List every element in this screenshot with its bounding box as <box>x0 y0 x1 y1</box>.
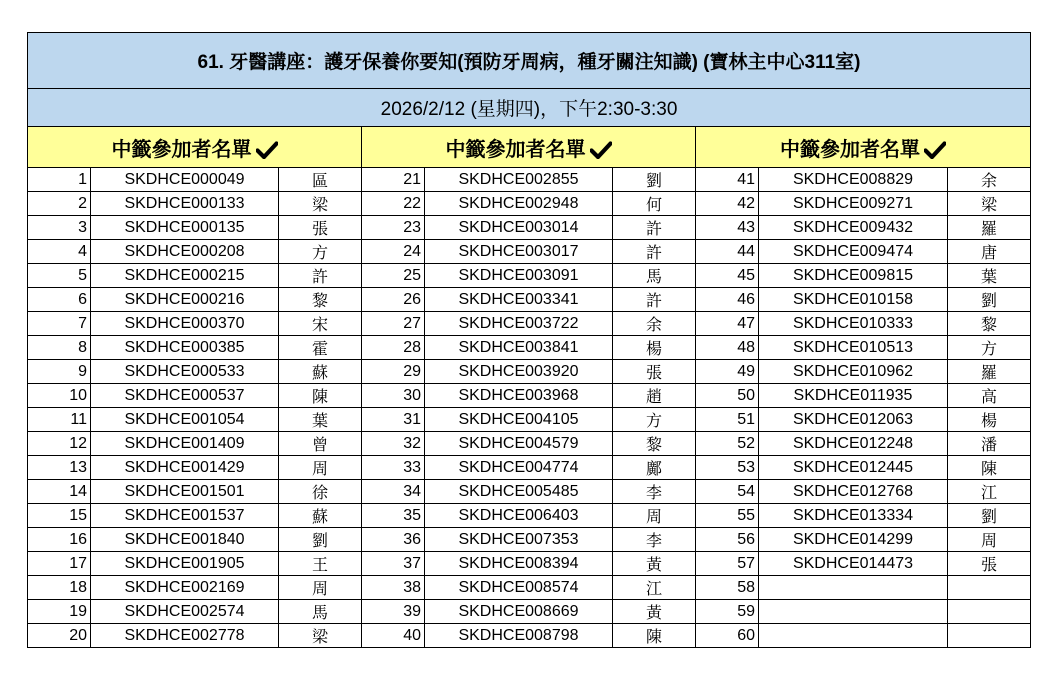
member-code: SKDHCE000135 <box>91 216 279 240</box>
surname: 蘇 <box>279 504 362 528</box>
member-code: SKDHCE006403 <box>425 504 613 528</box>
entry-number: 49 <box>696 360 759 384</box>
member-code: SKDHCE000049 <box>91 168 279 192</box>
member-code: SKDHCE001501 <box>91 480 279 504</box>
entry-number: 10 <box>28 384 91 408</box>
entry-number: 40 <box>362 624 425 648</box>
member-code: SKDHCE009271 <box>759 192 948 216</box>
surname: 劉 <box>948 288 1031 312</box>
entry-number: 5 <box>28 264 91 288</box>
check-mark-icon <box>924 141 946 159</box>
column-header-label: 中籤參加者名單 <box>111 138 252 161</box>
surname: 黃 <box>613 600 696 624</box>
table-row <box>28 480 1031 504</box>
entry-number: 36 <box>362 528 425 552</box>
entry-number: 48 <box>696 336 759 360</box>
surname: 余 <box>948 168 1031 192</box>
surname: 黎 <box>948 312 1031 336</box>
surname: 許 <box>613 216 696 240</box>
surname: 楊 <box>613 336 696 360</box>
entry-number: 6 <box>28 288 91 312</box>
entry-number: 53 <box>696 456 759 480</box>
table-row <box>28 192 1031 216</box>
table-row <box>28 216 1031 240</box>
surname: 許 <box>613 288 696 312</box>
member-code: SKDHCE003341 <box>425 288 613 312</box>
entry-number: 23 <box>362 216 425 240</box>
surname: 梁 <box>279 624 362 648</box>
surname: 黎 <box>613 432 696 456</box>
member-code: SKDHCE003017 <box>425 240 613 264</box>
surname: 唐 <box>948 240 1031 264</box>
entry-number: 39 <box>362 600 425 624</box>
member-code: SKDHCE010513 <box>759 336 948 360</box>
entry-number: 15 <box>28 504 91 528</box>
surname: 陳 <box>613 624 696 648</box>
member-code: SKDHCE000208 <box>91 240 279 264</box>
member-code: SKDHCE001409 <box>91 432 279 456</box>
entry-number: 51 <box>696 408 759 432</box>
member-code: SKDHCE014299 <box>759 528 948 552</box>
surname: 葉 <box>279 408 362 432</box>
surname: 許 <box>613 240 696 264</box>
surname: 周 <box>279 576 362 600</box>
column-header-label: 中籤參加者名單 <box>445 138 586 161</box>
surname: 葉 <box>948 264 1031 288</box>
column-header-1 <box>28 127 362 168</box>
check-mark-icon <box>256 141 278 159</box>
surname: 何 <box>613 192 696 216</box>
table-row <box>28 528 1031 552</box>
member-code <box>759 624 948 648</box>
entry-number: 33 <box>362 456 425 480</box>
check-mark-icon <box>590 141 612 159</box>
surname: 宋 <box>279 312 362 336</box>
surname: 周 <box>279 456 362 480</box>
entry-number: 3 <box>28 216 91 240</box>
entry-number: 22 <box>362 192 425 216</box>
member-code: SKDHCE011935 <box>759 384 948 408</box>
entry-number: 45 <box>696 264 759 288</box>
surname: 劉 <box>613 168 696 192</box>
surname: 馬 <box>279 600 362 624</box>
member-code: SKDHCE001429 <box>91 456 279 480</box>
column-header-2 <box>362 127 696 168</box>
entry-number: 60 <box>696 624 759 648</box>
entry-number: 58 <box>696 576 759 600</box>
surname: 鄺 <box>613 456 696 480</box>
surname: 楊 <box>948 408 1031 432</box>
entry-number: 28 <box>362 336 425 360</box>
table-row <box>28 552 1031 576</box>
member-code: SKDHCE003014 <box>425 216 613 240</box>
table-row <box>28 312 1031 336</box>
member-code: SKDHCE008669 <box>425 600 613 624</box>
surname: 陳 <box>279 384 362 408</box>
table-row <box>28 456 1031 480</box>
member-code: SKDHCE008798 <box>425 624 613 648</box>
entry-number: 56 <box>696 528 759 552</box>
surname: 王 <box>279 552 362 576</box>
table-row <box>28 360 1031 384</box>
entry-number: 14 <box>28 480 91 504</box>
member-code: SKDHCE003841 <box>425 336 613 360</box>
entry-number: 9 <box>28 360 91 384</box>
member-code: SKDHCE000216 <box>91 288 279 312</box>
entry-number: 20 <box>28 624 91 648</box>
surname: 黎 <box>279 288 362 312</box>
surname: 劉 <box>948 504 1031 528</box>
surname: 陳 <box>948 456 1031 480</box>
member-code: SKDHCE010333 <box>759 312 948 336</box>
surname: 張 <box>613 360 696 384</box>
member-code: SKDHCE009432 <box>759 216 948 240</box>
entry-number: 54 <box>696 480 759 504</box>
surname: 李 <box>613 480 696 504</box>
member-code: SKDHCE008829 <box>759 168 948 192</box>
member-code: SKDHCE002574 <box>91 600 279 624</box>
entry-number: 31 <box>362 408 425 432</box>
member-code: SKDHCE004579 <box>425 432 613 456</box>
member-code: SKDHCE012768 <box>759 480 948 504</box>
member-code: SKDHCE002948 <box>425 192 613 216</box>
surname: 周 <box>613 504 696 528</box>
surname: 梁 <box>279 192 362 216</box>
member-code: SKDHCE000537 <box>91 384 279 408</box>
entry-number: 50 <box>696 384 759 408</box>
member-code: SKDHCE009815 <box>759 264 948 288</box>
member-code: SKDHCE012445 <box>759 456 948 480</box>
member-code: SKDHCE000215 <box>91 264 279 288</box>
table-row <box>28 504 1031 528</box>
member-code: SKDHCE007353 <box>425 528 613 552</box>
table-row <box>28 432 1031 456</box>
surname: 徐 <box>279 480 362 504</box>
entry-number: 27 <box>362 312 425 336</box>
entry-number: 2 <box>28 192 91 216</box>
surname: 張 <box>948 552 1031 576</box>
surname: 許 <box>279 264 362 288</box>
surname: 李 <box>613 528 696 552</box>
entry-number: 32 <box>362 432 425 456</box>
member-code: SKDHCE009474 <box>759 240 948 264</box>
member-code: SKDHCE000370 <box>91 312 279 336</box>
surname: 高 <box>948 384 1031 408</box>
entry-number: 25 <box>362 264 425 288</box>
member-code: SKDHCE003722 <box>425 312 613 336</box>
entry-number: 59 <box>696 600 759 624</box>
entry-number: 12 <box>28 432 91 456</box>
table-row <box>28 600 1031 624</box>
surname: 張 <box>279 216 362 240</box>
surname: 黃 <box>613 552 696 576</box>
entry-number: 19 <box>28 600 91 624</box>
surname <box>948 624 1031 648</box>
entry-number: 8 <box>28 336 91 360</box>
surname: 周 <box>948 528 1031 552</box>
participant-list-table <box>27 32 1031 648</box>
member-code: SKDHCE004105 <box>425 408 613 432</box>
surname: 羅 <box>948 216 1031 240</box>
surname: 方 <box>948 336 1031 360</box>
entry-number: 16 <box>28 528 91 552</box>
member-code: SKDHCE010962 <box>759 360 948 384</box>
surname: 羅 <box>948 360 1031 384</box>
member-code: SKDHCE001537 <box>91 504 279 528</box>
entry-number: 42 <box>696 192 759 216</box>
entry-number: 44 <box>696 240 759 264</box>
entry-number: 1 <box>28 168 91 192</box>
table-row <box>28 264 1031 288</box>
surname: 梁 <box>948 192 1031 216</box>
table-row <box>28 408 1031 432</box>
member-code <box>759 576 948 600</box>
entry-number: 47 <box>696 312 759 336</box>
member-code: SKDHCE000133 <box>91 192 279 216</box>
entry-number: 52 <box>696 432 759 456</box>
entry-number: 4 <box>28 240 91 264</box>
member-code: SKDHCE000385 <box>91 336 279 360</box>
table-row <box>28 576 1031 600</box>
surname: 方 <box>279 240 362 264</box>
surname: 馬 <box>613 264 696 288</box>
entry-number: 26 <box>362 288 425 312</box>
entry-number: 34 <box>362 480 425 504</box>
table-row <box>28 288 1031 312</box>
entry-number: 7 <box>28 312 91 336</box>
surname: 方 <box>613 408 696 432</box>
member-code: SKDHCE001905 <box>91 552 279 576</box>
surname: 霍 <box>279 336 362 360</box>
member-code: SKDHCE008394 <box>425 552 613 576</box>
surname: 蘇 <box>279 360 362 384</box>
member-code: SKDHCE012063 <box>759 408 948 432</box>
table-row <box>28 384 1031 408</box>
entry-number: 43 <box>696 216 759 240</box>
entry-number: 17 <box>28 552 91 576</box>
surname: 曾 <box>279 432 362 456</box>
surname <box>948 600 1031 624</box>
table-row <box>28 240 1031 264</box>
entry-number: 18 <box>28 576 91 600</box>
member-code: SKDHCE013334 <box>759 504 948 528</box>
column-header-3 <box>696 127 1031 168</box>
member-code: SKDHCE010158 <box>759 288 948 312</box>
member-code: SKDHCE000533 <box>91 360 279 384</box>
surname: 余 <box>613 312 696 336</box>
member-code: SKDHCE001054 <box>91 408 279 432</box>
column-header-label: 中籤參加者名單 <box>780 138 921 161</box>
member-code: SKDHCE005485 <box>425 480 613 504</box>
surname: 趙 <box>613 384 696 408</box>
entry-number: 35 <box>362 504 425 528</box>
member-code: SKDHCE002778 <box>91 624 279 648</box>
event-date-time: 2026/2/12 (星期四)，下午2:30-3:30 <box>28 89 1031 127</box>
entry-number: 13 <box>28 456 91 480</box>
entry-number: 30 <box>362 384 425 408</box>
member-code: SKDHCE003091 <box>425 264 613 288</box>
entry-number: 24 <box>362 240 425 264</box>
event-title: 61. 牙醫講座：護牙保養你要知(預防牙周病，種牙關注知識) (寶林主中心311室) <box>28 33 1031 89</box>
entry-number: 55 <box>696 504 759 528</box>
member-code: SKDHCE012248 <box>759 432 948 456</box>
entry-number: 37 <box>362 552 425 576</box>
table-row <box>28 168 1031 192</box>
member-code: SKDHCE008574 <box>425 576 613 600</box>
member-code <box>759 600 948 624</box>
surname: 區 <box>279 168 362 192</box>
surname <box>948 576 1031 600</box>
member-code: SKDHCE001840 <box>91 528 279 552</box>
member-code: SKDHCE003920 <box>425 360 613 384</box>
entry-number: 57 <box>696 552 759 576</box>
entry-number: 29 <box>362 360 425 384</box>
surname: 劉 <box>279 528 362 552</box>
surname: 江 <box>948 480 1031 504</box>
entry-number: 21 <box>362 168 425 192</box>
entry-number: 38 <box>362 576 425 600</box>
member-code: SKDHCE002169 <box>91 576 279 600</box>
table-row <box>28 624 1031 648</box>
surname: 潘 <box>948 432 1031 456</box>
table-row <box>28 336 1031 360</box>
member-code: SKDHCE004774 <box>425 456 613 480</box>
member-code: SKDHCE002855 <box>425 168 613 192</box>
surname: 江 <box>613 576 696 600</box>
entry-number: 46 <box>696 288 759 312</box>
member-code: SKDHCE014473 <box>759 552 948 576</box>
member-code: SKDHCE003968 <box>425 384 613 408</box>
entry-number: 41 <box>696 168 759 192</box>
entry-number: 11 <box>28 408 91 432</box>
